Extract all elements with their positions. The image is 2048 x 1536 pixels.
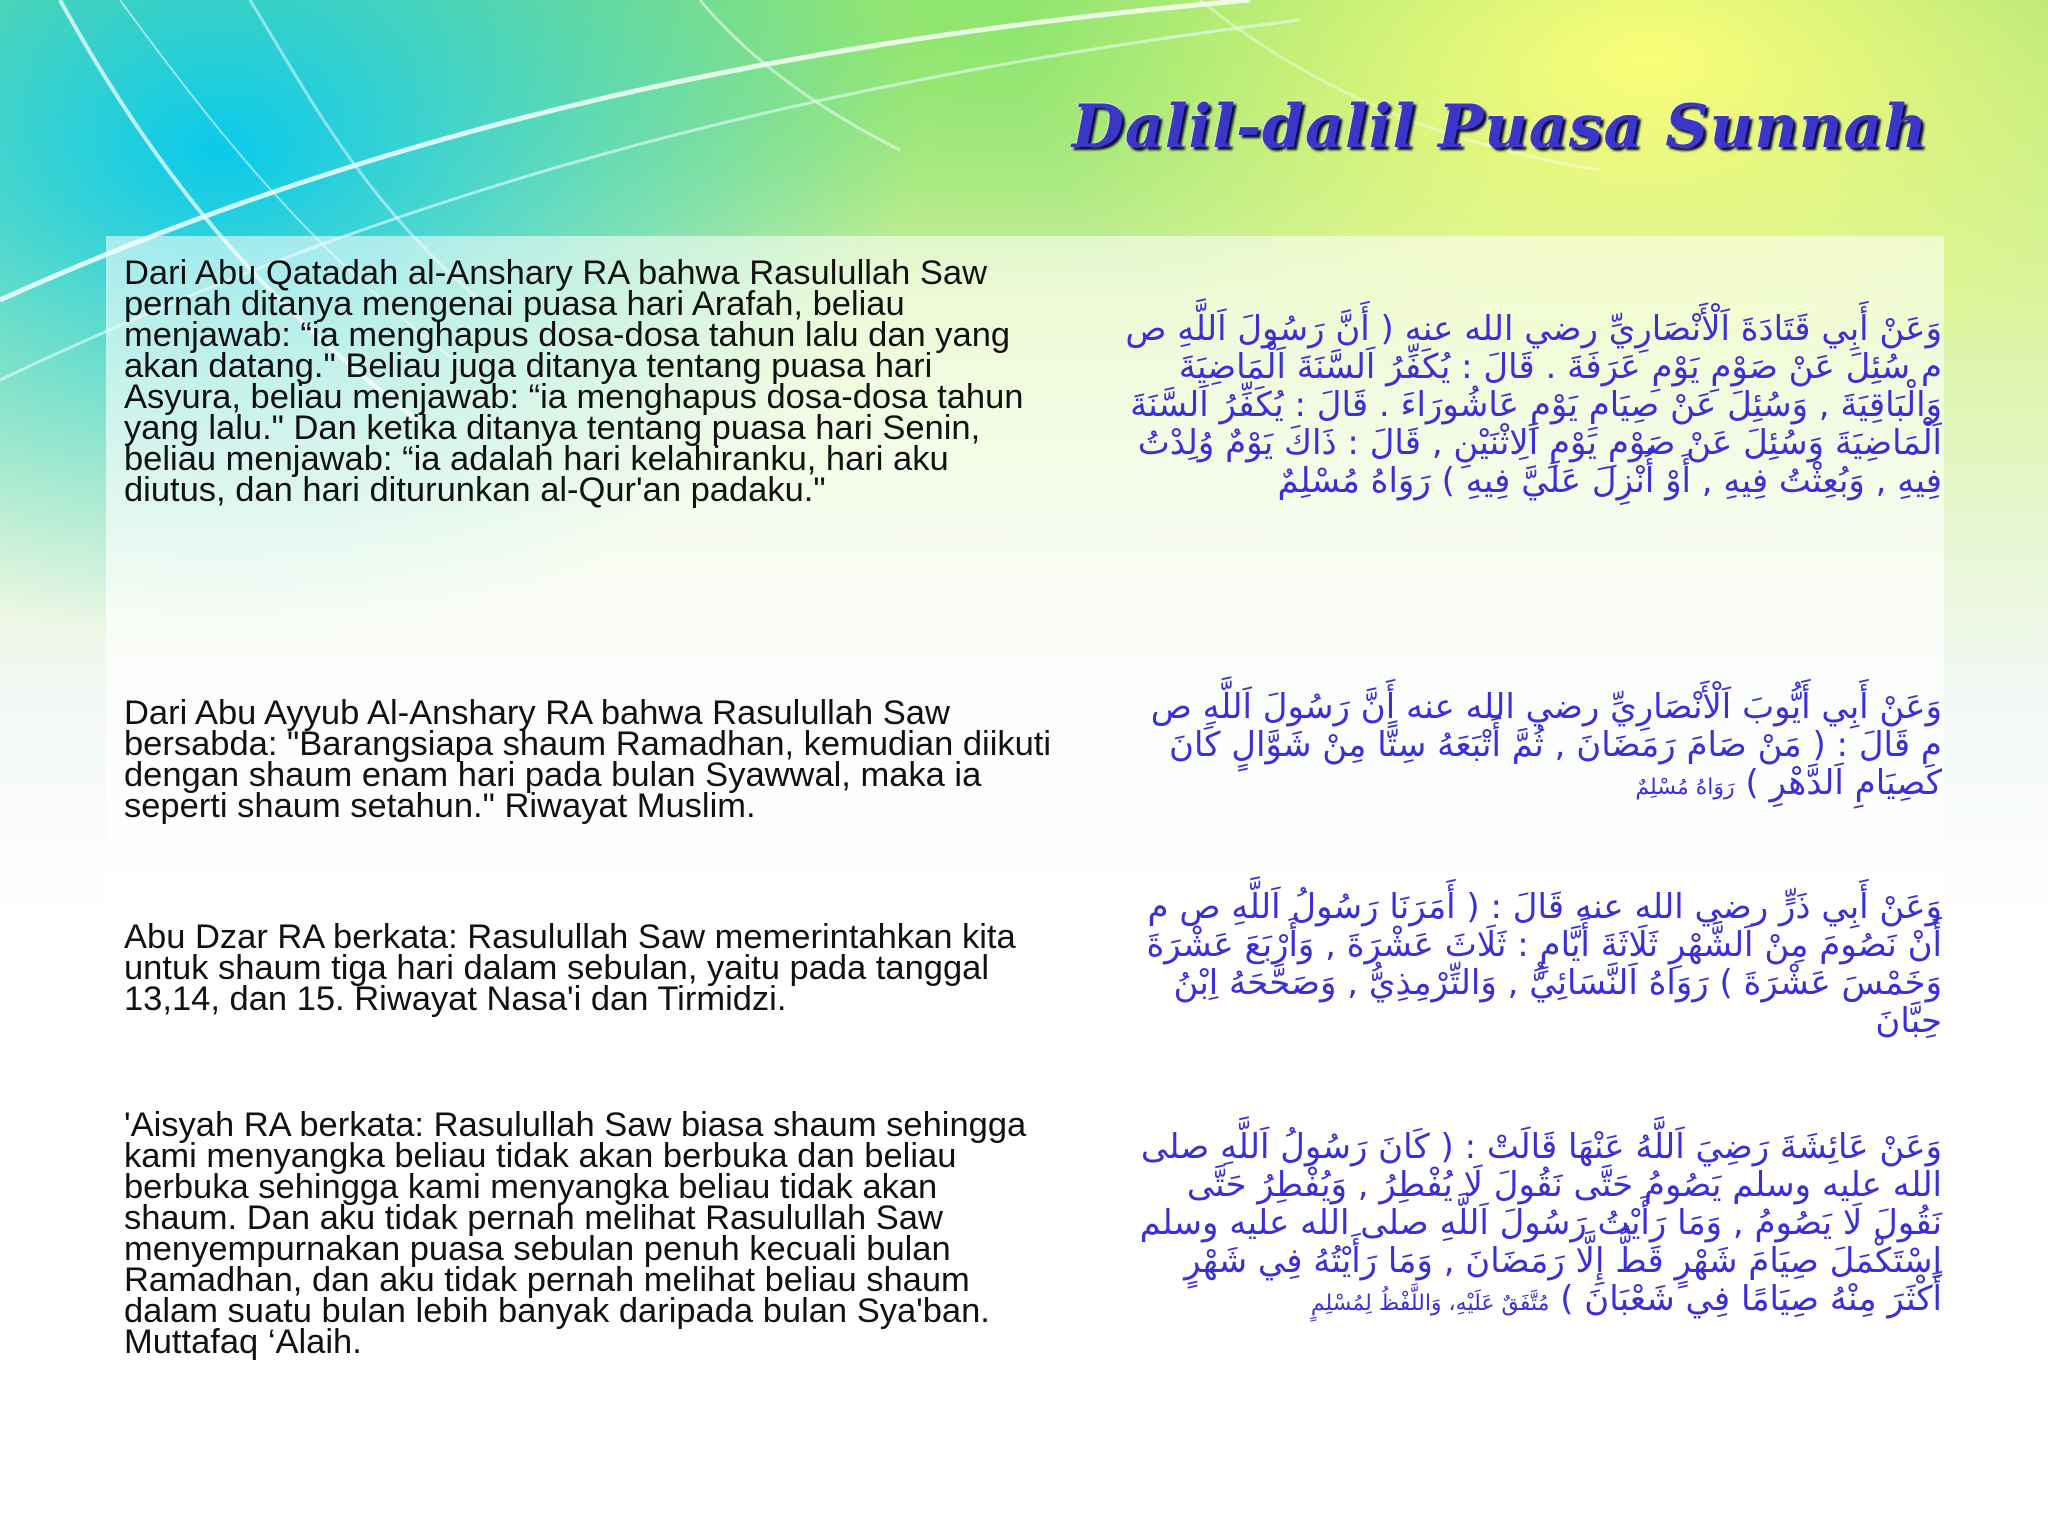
- slide-title: Dalil-dalil Puasa Sunnah: [1071, 92, 1928, 162]
- hadith-4-arabic: [1122, 1128, 1942, 1323]
- hadith-2-arabic-narrator: رَوَاهُ مُسْلِمٌ: [1635, 775, 1735, 800]
- hadith-1-indonesian: Dari Abu Qatadah al-Anshary RA bahwa Rasulullah Saw pernah ditanya mengenai puasa hari Arafah, beliau menjawab: “ia menghapus dosa-dosa tahun lalu dan yang akan datang." Beliau juga ditanya tentang puasa hari Asyura, beliau menjawab: “ia menghapus dosa-dosa tahun yang lalu." Dan ketika ditanya tentang puasa hari Senin, beliau menjawab: “ia adalah hari kelahiranku, hari aku diutus, dan hari diturunkan al-Qur'an padaku.": [124, 254, 1024, 509]
- hadith-4-indonesian: 'Aisyah RA berkata: Rasulullah Saw biasa shaum sehingga kami menyangka beliau tidak akan berbuka dan beliau berbuka sehingga kami menyangka beliau tidak akan shaum. Dan aku tidak pernah melihat Rasulullah Saw menyempurnakan puasa sebulan penuh kecuali bulan Ramadhan, dan aku tidak pernah melihat beliau shaum dalam suatu bulan lebih banyak daripada bulan Sya'ban. Muttafaq ‘Alaih.: [124, 1106, 1027, 1361]
- hadith-3-indonesian: Abu Dzar RA berkata: Rasulullah Saw memerintahkan kita untuk shaum tiga hari dalam sebulan, yaitu pada tanggal 13,14, dan 15. Riwayat Nasa'i dan Tirmidzi.: [124, 918, 1016, 1018]
- hadith-1-arabic-text: وَعَنْ أَبِي قَتَادَةَ اَلْأَنْصَارِيِّ رضي الله عنه ( أَنَّ رَسُولَ اَللَّهِ ص م سُئِلَ عَنْ صَوْمِ يَوْمِ عَرَفَةَ . قَالَ : يُكَفِّرُ اَلسَّنَةَ اَلْمَاضِيَةَ وَالْبَاقِيَةَ , وَسُئِلَ عَنْ صِيَامِ يَوْمِ عَاشُورَاءَ . قَالَ : يُكَفِّرُ اَلسَّنَةَ اَلْمَاضِيَةَ وَسُئِلَ عَنْ صَوْمِ يَوْمِ اَلِاثْنَيْنِ , قَالَ : ذَاكَ يَوْمٌ وُلِدْتُ فِيهِ , وَبُعِثْتُ فِيهِ , أَوْ أُنْزِلَ عَلَيَّ فِيهِ ) رَوَاهُ مُسْلِمٌ: [1125, 309, 1942, 501]
- hadith-3-arabic: [1122, 888, 1942, 1040]
- hadith-4-arabic-text: وَعَنْ عَائِشَةَ رَضِيَ اَللَّهُ عَنْهَا قَالَتْ : ( كَانَ رَسُولُ اَللَّهِ صلى الله عليه وسلم يَصُومُ حَتَّى نَقُولَ لَا يُفْطِرُ , وَيُفْطِرُ حَتَّى نَقُولَ لَا يَصُومُ , وَمَا رَأَيْتُ رَسُولَ اَللَّهِ صلى الله عليه وسلم اِسْتَكْمَلَ صِيَامَ شَهْرٍ قَطُّ إِلَّا رَمَضَانَ , وَمَا رَأَيْتُهُ فِي شَهْرٍ أَكْثَرَ مِنْهُ صِيَامًا فِي شَعْبَانَ ): [1139, 1127, 1942, 1319]
- hadith-2-indonesian: Dari Abu Ayyub Al-Anshary RA bahwa Rasulullah Saw bersabda: "Barangsiapa shaum Ramadhan, kemudian diikuti dengan shaum enam hari pada bulan Syawwal, maka ia seperti shaum setahun." Riwayat Muslim.: [124, 694, 1052, 825]
- hadith-3-arabic-text: وَعَنْ أَبِي ذَرٍّ رضي الله عنه قَالَ : ( أَمَرَنَا رَسُولُ اَللَّهِ ص م أَنْ نَصُومَ مِنْ اَلشَّهْرِ ثَلَاثَةَ أَيَّامٍ : ثَلَاثَ عَشْرَةَ , وَأَرْبَعَ عَشْرَةَ وَخَمْسَ عَشْرَةَ ) رَوَاهُ اَلنَّسَائِيُّ , وَالتِّرْمِذِيُّ , وَصَحَّحَهُ اِبْنُ حِبَّانَ: [1146, 887, 1942, 1041]
- hadith-2-arabic-text: وَعَنْ أَبِي أَيُّوبَ اَلْأَنْصَارِيِّ رضي الله عنه أَنَّ رَسُولَ اَللَّهِ ص م قَالَ : ( مَنْ صَامَ رَمَضَانَ , ثُمَّ أَتْبَعَهُ سِتًّا مِنْ شَوَّالٍ كَانَ كَصِيَامِ اَلدَّهْرِ ): [1150, 687, 1942, 803]
- hadith-2-arabic: [1122, 688, 1942, 807]
- hadith-4-arabic-narrator: مُتَّفَقٌ عَلَيْهِ، وَاللَّفْظُ لِمُسْلِمٍ: [1310, 1291, 1550, 1316]
- hadith-1-arabic: [1122, 310, 1942, 500]
